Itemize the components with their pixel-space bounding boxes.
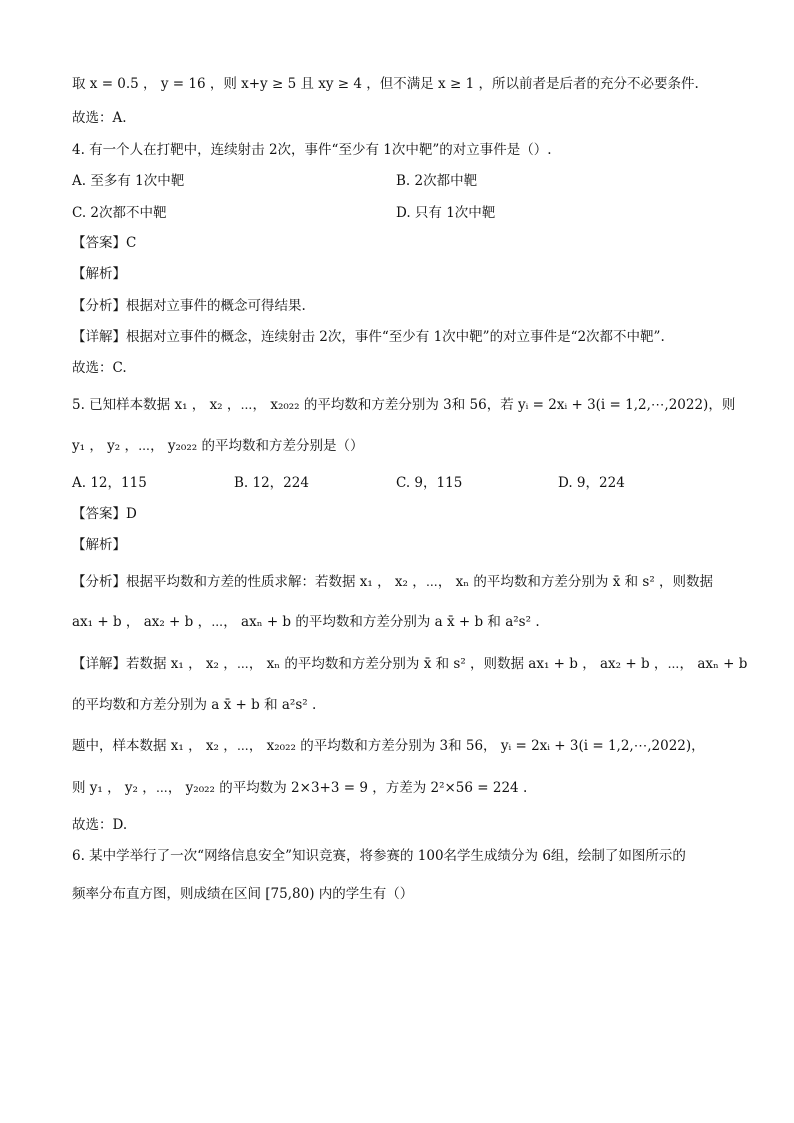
q5-detail-line1: 【详解】若数据 x₁ ， x₂ ，⋯， xₙ 的平均数和方差分别为 x̄ 和 s² ，则数据 ax₁ + b ， ax₂ + b ，⋯， axₙ + b [72, 656, 748, 672]
q4-option-a: A. 至多有 1次中靶 [72, 173, 185, 189]
q4-option-d: D. 只有 1次中靶 [396, 205, 496, 221]
q5-option-d: D. 9，224 [558, 475, 625, 491]
q4-answer: 【答案】C [72, 235, 137, 251]
question-4-stem: 4. 有一个人在打靶中，连续射击 2次，事件“至少有 1次中靶”的对立事件是（）. [72, 142, 552, 158]
question-5-stem-line2: y₁ ， y₂ ，⋯， y₂₀₂₂ 的平均数和方差分别是（） [72, 438, 364, 454]
q5-detail-line4: 则 y₁ ， y₂ ，⋯， y₂₀₂₂ 的平均数为 2×3+3 = 9 ，方差为 2²×56 = 224 . [72, 780, 528, 796]
answer-choice-line: 故选：A. [72, 110, 127, 126]
q5-analysis-heading: 【解析】 [72, 537, 126, 553]
question-6-stem-line2: 频率分布直方图，则成绩在区间 [75,80) 内的学生有（） [72, 886, 414, 902]
q5-detail-line2: 的平均数和方差分别为 a x̄ + b 和 a²s² . [72, 697, 317, 713]
q5-option-c: C. 9，115 [396, 475, 463, 491]
q4-option-c: C. 2次都不中靶 [72, 205, 167, 221]
q5-analysis-line1: 【分析】根据平均数和方差的性质求解：若数据 x₁ ， x₂ ，⋯， xₙ 的平均数和方差分别为 x̄ 和 s² ，则数据 [72, 574, 714, 590]
question-6-stem-line1: 6. 某中学举行了一次“网络信息安全”知识竞赛，将参赛的 100名学生成绩分为 6组，绘制了如图所示的 [72, 848, 686, 864]
q4-detail: 【详解】根据对立事件的概念，连续射击 2次，事件“至少有 1次中靶”的对立事件是“2次都不中靶”. [72, 329, 665, 345]
q4-option-b: B. 2次都中靶 [396, 173, 478, 189]
q5-choice: 故选：D. [72, 817, 128, 833]
q5-answer: 【答案】D [72, 506, 137, 522]
q5-detail-line3: 题中，样本数据 x₁ ， x₂ ，⋯， x₂₀₂₂ 的平均数和方差分别为 3和 56， yᵢ = 2xᵢ + 3(i = 1,2,⋯,2022)， [72, 738, 705, 754]
solution-line: 取 x = 0.5 ， y = 16 ，则 x+y ≥ 5 且 xy ≥ 4 ，但不满足 x ≥ 1 ，所以前者是后者的充分不必要条件. [72, 76, 699, 92]
q4-analysis-heading: 【解析】 [72, 266, 126, 282]
q4-analysis: 【分析】根据对立事件的概念可得结果. [72, 298, 306, 314]
question-5-stem-line1: 5. 已知样本数据 x₁ ， x₂ ，⋯， x₂₀₂₂ 的平均数和方差分别为 3和 56，若 yᵢ = 2xᵢ + 3(i = 1,2,⋯,2022)，则 [72, 397, 736, 413]
q4-choice: 故选：C. [72, 360, 127, 376]
q5-option-b: B. 12，224 [234, 475, 309, 491]
q5-option-a: A. 12，115 [72, 475, 147, 491]
q5-analysis-line2: ax₁ + b ， ax₂ + b ，⋯， axₙ + b 的平均数和方差分别为 a x̄ + b 和 a²s² . [72, 614, 540, 630]
